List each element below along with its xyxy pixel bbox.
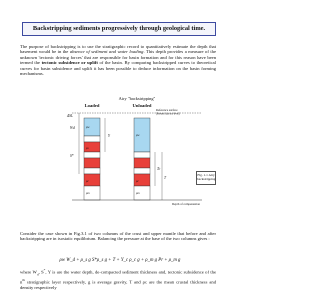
figure-caption: Fig. 1.1 Airy backstripping bbox=[196, 171, 216, 185]
where-sup-star: * bbox=[43, 268, 46, 272]
label-rho-c-unloaded: ρc bbox=[136, 179, 139, 183]
intro-paragraph bbox=[20, 44, 216, 76]
label-rho-s: ρs bbox=[86, 146, 89, 150]
where-sup-th: th bbox=[22, 277, 25, 282]
intro-emphasis-2: tectonic subsidence or uplift bbox=[41, 60, 98, 66]
label-tc: Tc bbox=[157, 167, 161, 171]
label-y: Y bbox=[108, 134, 110, 138]
figure-title: Airy "backstripping" bbox=[118, 96, 156, 101]
where-text-2: , S bbox=[38, 269, 44, 275]
consider-paragraph: Consider the case shown in Fig.3.1 of two columns of the crust and upper mantle that before and after backstripping are in isostatic equilibrium. Balancing the pressure at the base of the two columns gives : bbox=[20, 231, 216, 242]
loaded-sediment-top bbox=[84, 136, 100, 142]
unloaded-label: Unloaded bbox=[132, 103, 152, 108]
loaded-sediment-layer-4 bbox=[84, 168, 100, 174]
where-paragraph bbox=[20, 268, 216, 290]
intro-text-2: . This depth provides a measure of the unknown 'tectonic driving forces' that are responsible for basin formation and for this reason have been termed the bbox=[20, 49, 216, 66]
reference-surface-label: Reference surface bbox=[156, 108, 178, 112]
unloaded-crust-layer-3 bbox=[134, 168, 150, 174]
label-t: T bbox=[164, 176, 166, 180]
reference-surface-sub: (Present day sea-level) bbox=[156, 112, 180, 116]
unloaded-crust-layer-2 bbox=[134, 158, 150, 168]
unloaded-column bbox=[134, 118, 150, 200]
loaded-sediment-layer-2 bbox=[84, 152, 100, 158]
isostatic-equation: ρw W_d + ρ_s g S*ρ_s g + T + Y_c ρ_c g + ρ_m g Pr + ρ_m g bbox=[59, 258, 181, 263]
airy-backstripping-figure bbox=[62, 94, 212, 226]
where-text-4: stratigraphic layer respectively, g is average gravity, T and ρc are the mean crustal thickness and density respectively bbox=[20, 279, 216, 290]
where-text-1: where W bbox=[20, 269, 37, 275]
label-rho-m-unloaded: ρm bbox=[136, 191, 140, 195]
intro-text-3: of the basin. By comparing backstripped curves to theoretical curves for basin subsidence and uplift it has been possible to deduce information on the basin forming mechanisms. bbox=[20, 60, 216, 77]
label-rho-m: ρm bbox=[86, 191, 90, 195]
loaded-label: Loaded bbox=[84, 103, 100, 108]
depth-compensation-label: Depth of compensation bbox=[172, 202, 200, 206]
label-rho-w: ρw bbox=[86, 125, 90, 129]
label-wd: Wd bbox=[70, 126, 75, 130]
loaded-column bbox=[84, 118, 100, 200]
unloaded-crust-layer-1 bbox=[134, 152, 150, 158]
loaded-sediment-layer-3 bbox=[84, 158, 100, 168]
label-rho-w-unloaded: ρw bbox=[136, 133, 140, 137]
intro-text-1: The purpose of backstripping is to use the stratigraphic record to quantitatively estimate the depth that basement would be in the bbox=[20, 44, 216, 55]
label-rho-c: ρc bbox=[86, 179, 89, 183]
intro-emphasis-1: absence of sediment and water loading bbox=[69, 49, 144, 55]
label-s-star: S* bbox=[70, 154, 74, 158]
where-text-3: , Y is are the water depth, de-compacted sediment thickness and, tectonic subsidence of the n bbox=[20, 269, 216, 285]
slide-title: Backstripping sediments progressively through geological time. bbox=[22, 22, 216, 36]
label-delta-sl: ΔSL bbox=[67, 114, 73, 118]
where-sub-d: d bbox=[36, 272, 39, 277]
